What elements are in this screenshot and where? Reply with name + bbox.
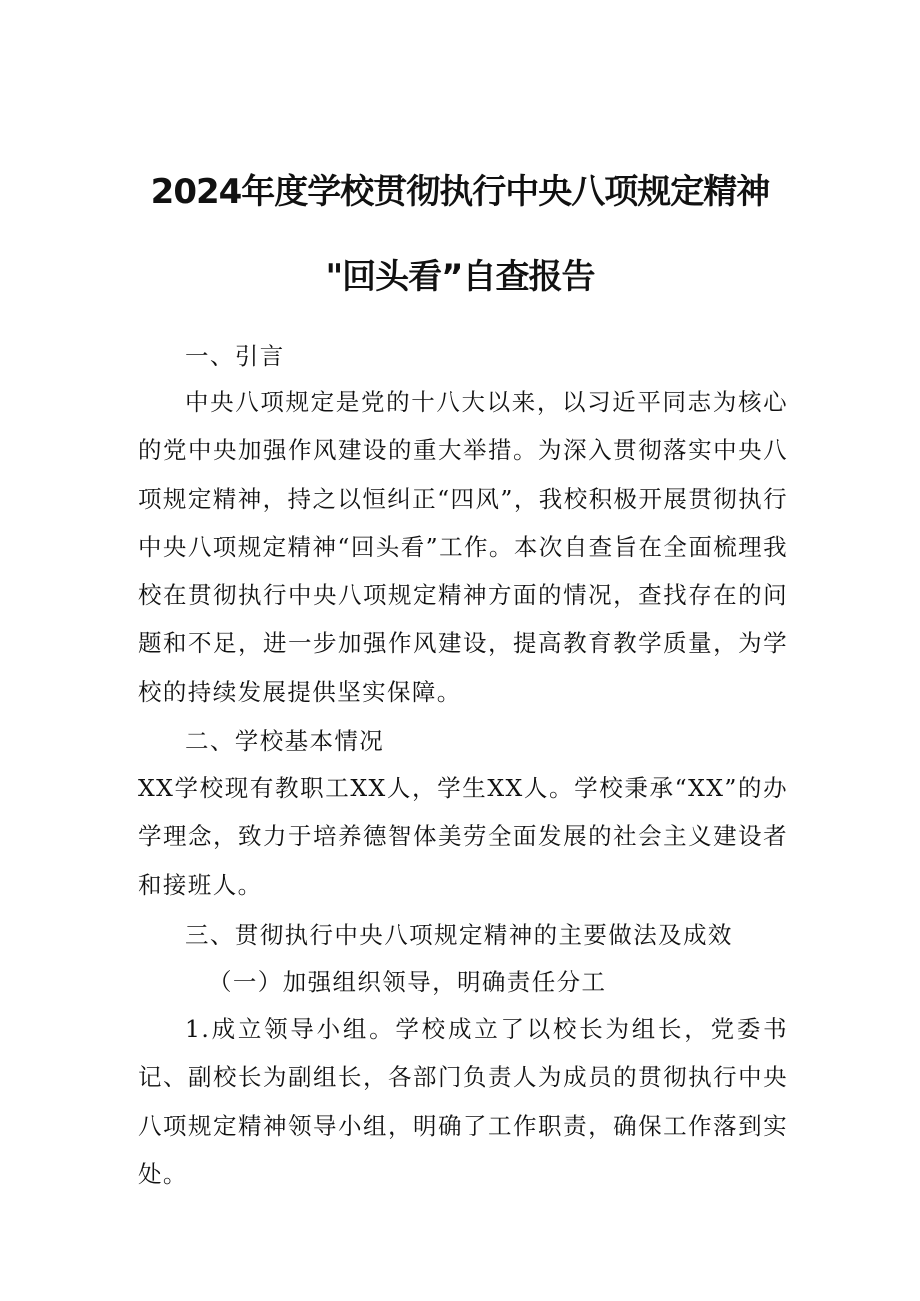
list-item-leadership-group: 1.成立领导小组。学校成立了以校长为组长，党委书记、副校长为副组长，各部门负责人为成员的贯彻执行中央八项规定精神领导小组，明确了工作职责，确保工作落到实处。 — [138, 1015, 788, 1188]
school-overview-paragraph: XX学校现有教职工XX人，学生XX人。学校秉承“XX”的办学理念，致力于培养德智体美劳全面发展的社会主义建设者和接班人。 — [138, 774, 788, 899]
subsection-heading-organization: （一）加强组织领导，明确责任分工 — [208, 968, 607, 996]
section-heading-introduction: 一、引言 — [185, 342, 285, 370]
document-title-line-2: "回头看”自查报告 — [325, 257, 595, 297]
introduction-paragraph: 中央八项规定是党的十八大以来，以习近平同志为核心的党中央加强作风建设的重大举措。为深入贯彻落实中央八项规定精神，持之以恒纠正“四风”，我校积极开展贯彻执行中央八项规定精神“回头看”工作。本次自查旨在全面梳理我校在贯彻执行中央八项规定精神方面的情况，查找存在的问题和不足，进一步加强作风建设，提高教育教学质量，为学校的持续发展提供坚实保障。 — [138, 388, 788, 706]
section-heading-main-measures: 三、贯彻执行中央八项规定精神的主要做法及成效 — [185, 921, 733, 949]
document-title-line-1: 2024年度学校贯彻执行中央八项规定精神 — [150, 172, 770, 212]
section-heading-school-overview: 二、学校基本情况 — [185, 727, 385, 755]
